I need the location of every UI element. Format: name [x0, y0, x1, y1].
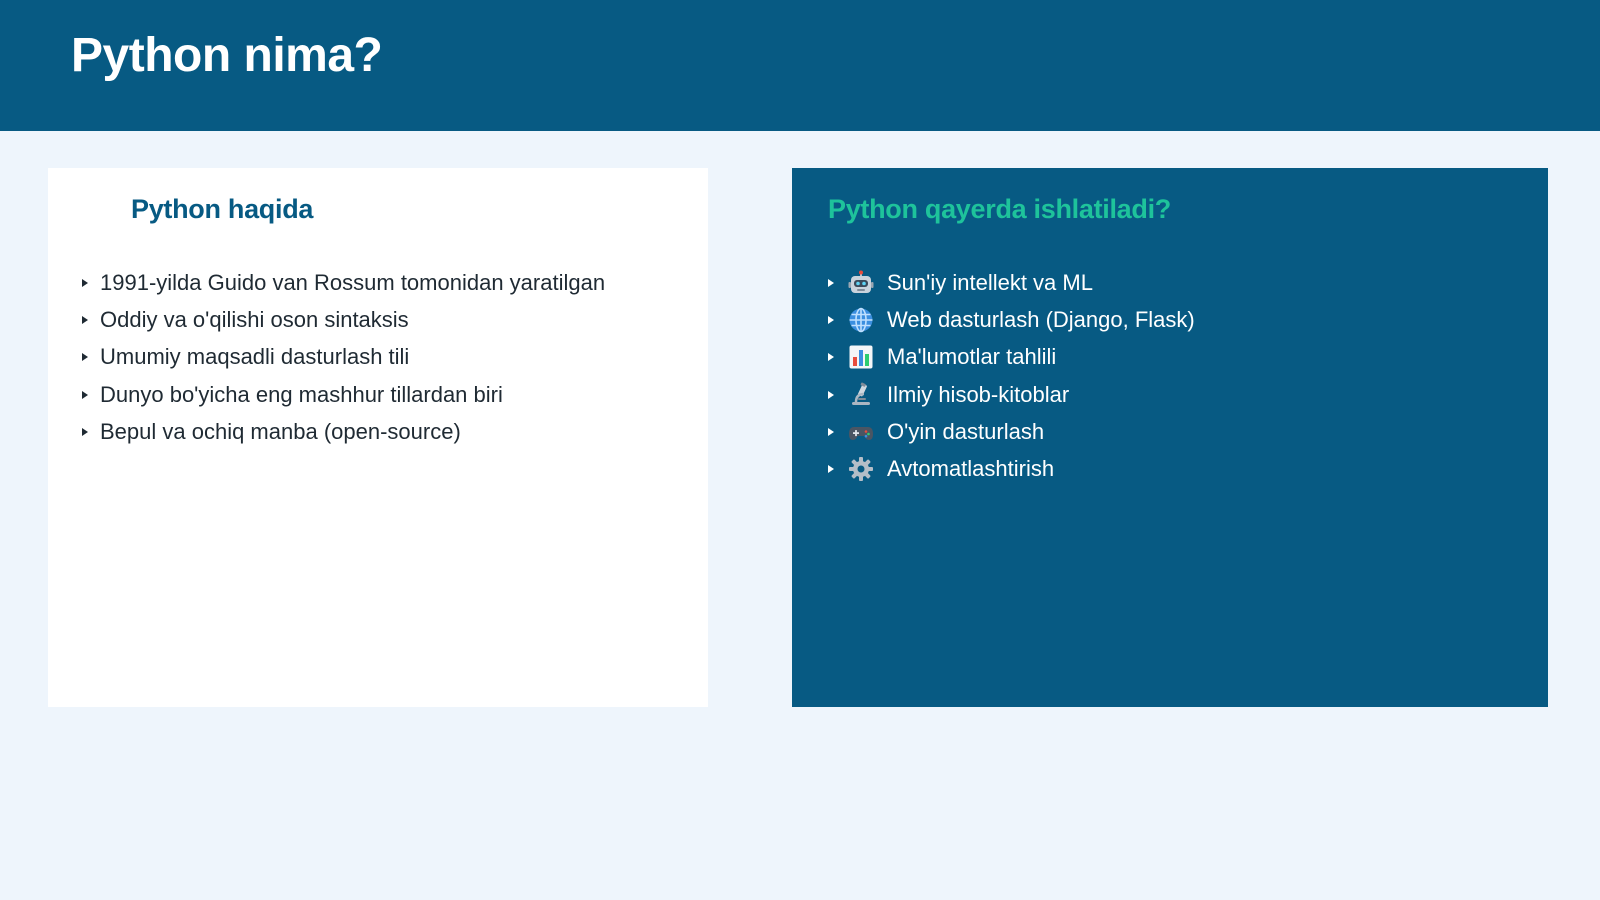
- list-item: [828, 376, 1195, 413]
- list-item-label: Oddiy va o'qilishi oson sintaksis: [100, 306, 409, 332]
- list-item: [828, 264, 1195, 301]
- list-item: [828, 339, 1195, 376]
- bullet-arrow-icon: [82, 391, 88, 399]
- bullet-arrow-icon: [82, 353, 88, 361]
- list-item-label: Ilmiy hisob-kitoblar: [887, 381, 1070, 407]
- robot-icon: [847, 269, 875, 297]
- gamepad-icon: [847, 418, 875, 446]
- list-item: [82, 301, 605, 338]
- list-item: [828, 450, 1195, 487]
- list-item: [82, 264, 605, 301]
- python-uses-heading: Python qayerda ishlatiladi?: [828, 194, 1171, 224]
- list-item: [82, 376, 605, 413]
- bullet-arrow-icon: [828, 316, 834, 324]
- bullet-arrow-icon: [828, 391, 834, 399]
- list-item-label: O'yin dasturlash: [887, 418, 1045, 444]
- list-item-label: Bepul va ochiq manba (open-source): [100, 418, 461, 444]
- microscope-icon: [847, 381, 875, 409]
- bullet-arrow-icon: [82, 316, 88, 324]
- list-item-label: Umumiy maqsadli dasturlash tili: [100, 344, 410, 370]
- list-item: [828, 301, 1195, 338]
- bullet-arrow-icon: [828, 428, 834, 436]
- bullet-arrow-icon: [828, 353, 834, 361]
- bullet-arrow-icon: [82, 279, 88, 287]
- python-uses-card: [792, 168, 1548, 707]
- bullet-arrow-icon: [828, 279, 834, 287]
- list-item: [82, 339, 605, 376]
- list-item-label: Ma'lumotlar tahlili: [887, 344, 1057, 370]
- bar-chart-icon: [847, 343, 875, 371]
- list-item-label: Sun'iy intellekt va ML: [887, 269, 1093, 295]
- list-item: [828, 413, 1195, 450]
- list-item-label: Web dasturlash (Django, Flask): [887, 306, 1195, 332]
- bullet-arrow-icon: [82, 428, 88, 436]
- header-bar: [0, 0, 1600, 131]
- bullet-arrow-icon: [828, 465, 834, 473]
- list-item: [82, 413, 605, 450]
- list-item-label: 1991-yilda Guido van Rossum tomonidan yaratilgan: [100, 269, 606, 295]
- about-python-card: [48, 168, 708, 707]
- page-title: Python nima?: [71, 29, 383, 82]
- list-item-label: Dunyo bo'yicha eng mashhur tillardan biri: [100, 381, 503, 407]
- python-uses-list: [828, 264, 1195, 488]
- about-python-heading: Python haqida: [131, 194, 314, 224]
- about-python-list: [82, 264, 605, 450]
- gear-icon: [847, 455, 875, 483]
- globe-icon: [847, 306, 875, 334]
- list-item-label: Avtomatlashtirish: [887, 456, 1055, 482]
